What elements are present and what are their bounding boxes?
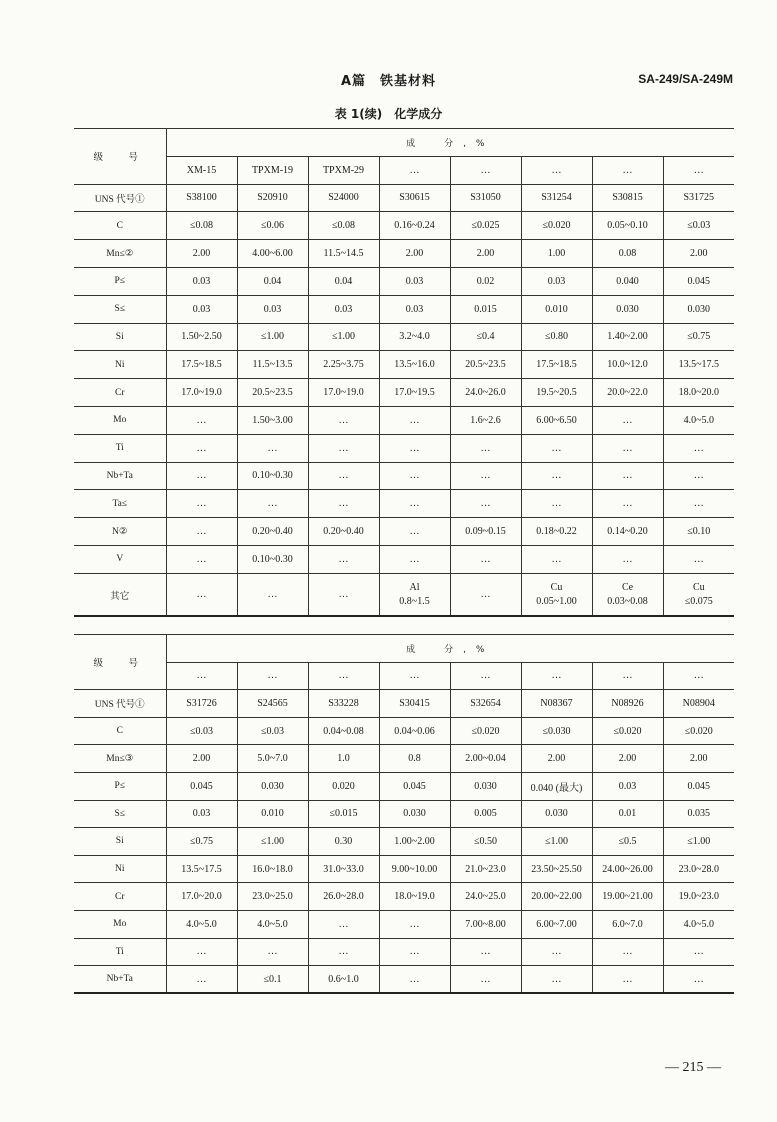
value-cell: 0.05~0.10 bbox=[592, 212, 663, 240]
grade-cell: … bbox=[663, 662, 734, 690]
table-row bbox=[74, 490, 734, 518]
element-label: UNS 代号① bbox=[74, 690, 166, 718]
chemical-composition-table-1 bbox=[74, 128, 734, 617]
grade-cell: TPXM-29 bbox=[308, 156, 379, 184]
table-row bbox=[74, 434, 734, 462]
value-cell: S32654 bbox=[450, 690, 521, 718]
value-cell: 4.0~5.0 bbox=[237, 910, 308, 938]
composition-header: 成 分,% bbox=[166, 635, 734, 663]
value-cell: … bbox=[308, 573, 379, 616]
value-cell: 0.18~0.22 bbox=[521, 518, 592, 546]
value-cell: 20.00~22.00 bbox=[521, 883, 592, 911]
element-label: Cr bbox=[74, 883, 166, 911]
element-label: Ni bbox=[74, 855, 166, 883]
grade-cell: … bbox=[237, 662, 308, 690]
table-row bbox=[74, 267, 734, 295]
value-cell: 0.030 bbox=[592, 295, 663, 323]
value-cell: … bbox=[521, 545, 592, 573]
value-cell: 23.0~25.0 bbox=[237, 883, 308, 911]
table-row bbox=[74, 351, 734, 379]
element-label: Mn≤② bbox=[74, 240, 166, 268]
value-cell: 0.045 bbox=[379, 772, 450, 800]
value-cell: … bbox=[379, 406, 450, 434]
value-cell: 13.5~17.5 bbox=[663, 351, 734, 379]
value-cell: … bbox=[663, 938, 734, 966]
value-cell: ≤0.020 bbox=[521, 212, 592, 240]
value-cell: … bbox=[450, 938, 521, 966]
table-row bbox=[74, 938, 734, 966]
value-cell: S30415 bbox=[379, 690, 450, 718]
value-cell: 0.030 bbox=[663, 295, 734, 323]
value-cell: … bbox=[521, 462, 592, 490]
value-cell: … bbox=[592, 545, 663, 573]
value-cell: … bbox=[521, 938, 592, 966]
value-cell: 0.040 (最大) bbox=[521, 772, 592, 800]
value-cell: … bbox=[166, 966, 237, 994]
value-cell: Al 0.8~1.5 bbox=[379, 573, 450, 616]
value-cell: 0.04~0.06 bbox=[379, 717, 450, 745]
value-cell: … bbox=[592, 490, 663, 518]
table-row bbox=[74, 772, 734, 800]
value-cell: Cu 0.05~1.00 bbox=[521, 573, 592, 616]
grades-row bbox=[74, 662, 734, 690]
value-cell: 0.030 bbox=[521, 800, 592, 828]
value-cell: 20.0~22.0 bbox=[592, 379, 663, 407]
value-cell: 4.0~5.0 bbox=[663, 910, 734, 938]
value-cell: 6.0~7.0 bbox=[592, 910, 663, 938]
value-cell: 0.005 bbox=[450, 800, 521, 828]
element-label: S≤ bbox=[74, 295, 166, 323]
table-row bbox=[74, 573, 734, 616]
value-cell: 17.0~19.0 bbox=[166, 379, 237, 407]
value-cell: … bbox=[450, 490, 521, 518]
value-cell: 0.030 bbox=[450, 772, 521, 800]
grade-cell: … bbox=[166, 662, 237, 690]
value-cell: 2.00 bbox=[663, 745, 734, 773]
value-cell: 11.5~13.5 bbox=[237, 351, 308, 379]
value-cell: S30615 bbox=[379, 184, 450, 212]
element-label: Si bbox=[74, 828, 166, 856]
value-cell: 2.00 bbox=[592, 745, 663, 773]
element-label: UNS 代号① bbox=[74, 184, 166, 212]
value-cell: 17.0~19.5 bbox=[379, 379, 450, 407]
value-cell: S31726 bbox=[166, 690, 237, 718]
value-cell: … bbox=[237, 938, 308, 966]
element-label: Ti bbox=[74, 938, 166, 966]
value-cell: 0.03 bbox=[166, 800, 237, 828]
value-cell: S20910 bbox=[237, 184, 308, 212]
grade-cell: … bbox=[663, 156, 734, 184]
value-cell: … bbox=[308, 490, 379, 518]
value-cell: … bbox=[663, 434, 734, 462]
value-cell: 16.0~18.0 bbox=[237, 855, 308, 883]
table-row bbox=[74, 800, 734, 828]
value-cell: 0.08 bbox=[592, 240, 663, 268]
value-cell: 19.0~23.0 bbox=[663, 883, 734, 911]
value-cell: 0.30 bbox=[308, 828, 379, 856]
value-cell: … bbox=[450, 966, 521, 994]
value-cell: 2.25~3.75 bbox=[308, 351, 379, 379]
element-label: P≤ bbox=[74, 267, 166, 295]
value-cell: 0.010 bbox=[237, 800, 308, 828]
value-cell: 0.045 bbox=[663, 267, 734, 295]
value-cell: … bbox=[592, 406, 663, 434]
value-cell: … bbox=[166, 573, 237, 616]
value-cell: 0.03 bbox=[521, 267, 592, 295]
page-number: — 215 — bbox=[665, 1060, 721, 1075]
spec-number: SA-249/SA-249M bbox=[638, 72, 733, 86]
value-cell: 0.030 bbox=[379, 800, 450, 828]
value-cell: … bbox=[379, 910, 450, 938]
value-cell: 31.0~33.0 bbox=[308, 855, 379, 883]
value-cell: ≤0.50 bbox=[450, 828, 521, 856]
composition-header: 成 分,% bbox=[166, 129, 734, 157]
value-cell: 0.20~0.40 bbox=[308, 518, 379, 546]
value-cell: 2.00~0.04 bbox=[450, 745, 521, 773]
value-cell: ≤1.00 bbox=[237, 323, 308, 351]
value-cell: 17.5~18.5 bbox=[166, 351, 237, 379]
element-label: Si bbox=[74, 323, 166, 351]
value-cell: 1.50~3.00 bbox=[237, 406, 308, 434]
table-row bbox=[74, 910, 734, 938]
value-cell: … bbox=[166, 406, 237, 434]
value-cell: 19.00~21.00 bbox=[592, 883, 663, 911]
value-cell: … bbox=[592, 938, 663, 966]
header-row bbox=[74, 129, 734, 157]
grade-cell: … bbox=[450, 156, 521, 184]
value-cell: Ce 0.03~0.08 bbox=[592, 573, 663, 616]
value-cell: 0.045 bbox=[166, 772, 237, 800]
value-cell: 0.015 bbox=[450, 295, 521, 323]
value-cell: ≤0.03 bbox=[237, 717, 308, 745]
table-row bbox=[74, 295, 734, 323]
table-row bbox=[74, 966, 734, 994]
element-label: Cr bbox=[74, 379, 166, 407]
element-label: Ta≤ bbox=[74, 490, 166, 518]
value-cell: 2.00 bbox=[166, 745, 237, 773]
value-cell: 3.2~4.0 bbox=[379, 323, 450, 351]
grade-header: 级 号 bbox=[74, 635, 166, 690]
table-row bbox=[74, 212, 734, 240]
value-cell: 2.00 bbox=[663, 240, 734, 268]
element-label: Mn≤③ bbox=[74, 745, 166, 773]
value-cell: 7.00~8.00 bbox=[450, 910, 521, 938]
value-cell: 24.0~25.0 bbox=[450, 883, 521, 911]
value-cell: ≤0.03 bbox=[663, 212, 734, 240]
value-cell: ≤1.00 bbox=[663, 828, 734, 856]
value-cell: 0.01 bbox=[592, 800, 663, 828]
value-cell: 0.14~0.20 bbox=[592, 518, 663, 546]
value-cell: N08904 bbox=[663, 690, 734, 718]
value-cell: Cu ≤0.075 bbox=[663, 573, 734, 616]
value-cell: 0.020 bbox=[308, 772, 379, 800]
value-cell: … bbox=[379, 434, 450, 462]
value-cell: 1.6~2.6 bbox=[450, 406, 521, 434]
value-cell: ≤0.015 bbox=[308, 800, 379, 828]
value-cell: S24000 bbox=[308, 184, 379, 212]
value-cell: 19.5~20.5 bbox=[521, 379, 592, 407]
value-cell: 18.0~20.0 bbox=[663, 379, 734, 407]
value-cell: 26.0~28.0 bbox=[308, 883, 379, 911]
value-cell: ≤0.020 bbox=[450, 717, 521, 745]
value-cell: 0.010 bbox=[521, 295, 592, 323]
value-cell: 0.10~0.30 bbox=[237, 462, 308, 490]
value-cell: S31254 bbox=[521, 184, 592, 212]
value-cell: 4.0~5.0 bbox=[663, 406, 734, 434]
value-cell: … bbox=[308, 910, 379, 938]
grade-header: 级 号 bbox=[74, 129, 166, 185]
value-cell: 0.16~0.24 bbox=[379, 212, 450, 240]
table-row bbox=[74, 690, 734, 718]
table-title: 表 1(续) 化学成分 bbox=[334, 107, 443, 121]
element-label: Mo bbox=[74, 910, 166, 938]
value-cell: ≤0.025 bbox=[450, 212, 521, 240]
value-cell: ≤0.06 bbox=[237, 212, 308, 240]
value-cell: … bbox=[379, 545, 450, 573]
value-cell: … bbox=[379, 462, 450, 490]
value-cell: 0.8 bbox=[379, 745, 450, 773]
grade-cell: XM-15 bbox=[166, 156, 237, 184]
value-cell: … bbox=[166, 434, 237, 462]
value-cell: … bbox=[521, 490, 592, 518]
value-cell: … bbox=[592, 966, 663, 994]
value-cell: ≤0.5 bbox=[592, 828, 663, 856]
value-cell: … bbox=[663, 545, 734, 573]
element-label: Ni bbox=[74, 351, 166, 379]
value-cell: 0.03 bbox=[166, 295, 237, 323]
value-cell: 2.00 bbox=[166, 240, 237, 268]
element-label: Nb+Ta bbox=[74, 966, 166, 994]
value-cell: ≤0.4 bbox=[450, 323, 521, 351]
value-cell: ≤0.08 bbox=[308, 212, 379, 240]
value-cell: N08367 bbox=[521, 690, 592, 718]
value-cell: 0.20~0.40 bbox=[237, 518, 308, 546]
value-cell: ≤1.00 bbox=[521, 828, 592, 856]
value-cell: … bbox=[166, 462, 237, 490]
value-cell: 10.0~12.0 bbox=[592, 351, 663, 379]
value-cell: … bbox=[308, 434, 379, 462]
value-cell: 0.02 bbox=[450, 267, 521, 295]
value-cell: 2.00 bbox=[450, 240, 521, 268]
grade-cell: … bbox=[521, 662, 592, 690]
value-cell: 0.09~0.15 bbox=[450, 518, 521, 546]
section-heading: A篇 铁基材料 bbox=[340, 74, 437, 89]
value-cell: 20.5~23.5 bbox=[237, 379, 308, 407]
value-cell: 1.40~2.00 bbox=[592, 323, 663, 351]
value-cell: … bbox=[521, 434, 592, 462]
value-cell: 0.035 bbox=[663, 800, 734, 828]
value-cell: 17.5~18.5 bbox=[521, 351, 592, 379]
value-cell: 21.0~23.0 bbox=[450, 855, 521, 883]
value-cell: 4.00~6.00 bbox=[237, 240, 308, 268]
table-row bbox=[74, 545, 734, 573]
value-cell: 24.0~26.0 bbox=[450, 379, 521, 407]
value-cell: 23.0~28.0 bbox=[663, 855, 734, 883]
value-cell: … bbox=[663, 462, 734, 490]
table-row bbox=[74, 184, 734, 212]
value-cell: ≤1.00 bbox=[308, 323, 379, 351]
grade-cell: … bbox=[379, 662, 450, 690]
value-cell: 0.04 bbox=[308, 267, 379, 295]
value-cell: 4.0~5.0 bbox=[166, 910, 237, 938]
value-cell: ≤0.10 bbox=[663, 518, 734, 546]
value-cell: … bbox=[308, 938, 379, 966]
value-cell: … bbox=[379, 490, 450, 518]
value-cell: 13.5~17.5 bbox=[166, 855, 237, 883]
value-cell: 1.0 bbox=[308, 745, 379, 773]
element-label: P≤ bbox=[74, 772, 166, 800]
element-label: Ti bbox=[74, 434, 166, 462]
grade-cell: … bbox=[450, 662, 521, 690]
value-cell: … bbox=[450, 545, 521, 573]
value-cell: 24.00~26.00 bbox=[592, 855, 663, 883]
value-cell: … bbox=[450, 434, 521, 462]
element-label: S≤ bbox=[74, 800, 166, 828]
value-cell: … bbox=[237, 490, 308, 518]
value-cell: S24565 bbox=[237, 690, 308, 718]
value-cell: … bbox=[308, 545, 379, 573]
value-cell: 11.5~14.5 bbox=[308, 240, 379, 268]
value-cell: 0.6~1.0 bbox=[308, 966, 379, 994]
value-cell: 0.03 bbox=[379, 267, 450, 295]
value-cell: ≤0.75 bbox=[166, 828, 237, 856]
table-row bbox=[74, 518, 734, 546]
value-cell: ≤0.020 bbox=[663, 717, 734, 745]
value-cell: 2.00 bbox=[379, 240, 450, 268]
table-row bbox=[74, 462, 734, 490]
element-label: Nb+Ta bbox=[74, 462, 166, 490]
grade-cell: … bbox=[379, 156, 450, 184]
value-cell: 0.03 bbox=[308, 295, 379, 323]
value-cell: 0.03 bbox=[379, 295, 450, 323]
value-cell: 17.0~20.0 bbox=[166, 883, 237, 911]
value-cell: 1.00 bbox=[521, 240, 592, 268]
value-cell: … bbox=[663, 490, 734, 518]
element-label: V bbox=[74, 545, 166, 573]
value-cell: S30815 bbox=[592, 184, 663, 212]
grade-cell: … bbox=[308, 662, 379, 690]
value-cell: 2.00 bbox=[521, 745, 592, 773]
value-cell: ≤0.020 bbox=[592, 717, 663, 745]
table-row bbox=[74, 323, 734, 351]
value-cell: 0.030 bbox=[237, 772, 308, 800]
table-row bbox=[74, 240, 734, 268]
value-cell: 18.0~19.0 bbox=[379, 883, 450, 911]
value-cell: ≤0.08 bbox=[166, 212, 237, 240]
table-row bbox=[74, 883, 734, 911]
value-cell: 20.5~23.5 bbox=[450, 351, 521, 379]
value-cell: … bbox=[379, 938, 450, 966]
value-cell: 5.0~7.0 bbox=[237, 745, 308, 773]
value-cell: ≤0.03 bbox=[166, 717, 237, 745]
value-cell: ≤0.1 bbox=[237, 966, 308, 994]
element-label: Mo bbox=[74, 406, 166, 434]
value-cell: ≤0.80 bbox=[521, 323, 592, 351]
value-cell: ≤1.00 bbox=[237, 828, 308, 856]
value-cell: 0.10~0.30 bbox=[237, 545, 308, 573]
value-cell: … bbox=[237, 573, 308, 616]
value-cell: 6.00~7.00 bbox=[521, 910, 592, 938]
value-cell: ≤0.75 bbox=[663, 323, 734, 351]
value-cell: 0.03 bbox=[592, 772, 663, 800]
table-row bbox=[74, 855, 734, 883]
value-cell: 0.040 bbox=[592, 267, 663, 295]
element-label: C bbox=[74, 717, 166, 745]
value-cell: 0.04~0.08 bbox=[308, 717, 379, 745]
grades-row bbox=[74, 156, 734, 184]
value-cell: 0.045 bbox=[663, 772, 734, 800]
value-cell: 1.50~2.50 bbox=[166, 323, 237, 351]
value-cell: 0.04 bbox=[237, 267, 308, 295]
value-cell: … bbox=[308, 462, 379, 490]
grade-cell: … bbox=[521, 156, 592, 184]
value-cell: … bbox=[521, 966, 592, 994]
table-row bbox=[74, 406, 734, 434]
grade-cell: … bbox=[592, 662, 663, 690]
value-cell: 23.50~25.50 bbox=[521, 855, 592, 883]
value-cell: … bbox=[379, 518, 450, 546]
header-row bbox=[74, 635, 734, 663]
value-cell: 6.00~6.50 bbox=[521, 406, 592, 434]
value-cell: N08926 bbox=[592, 690, 663, 718]
value-cell: … bbox=[663, 966, 734, 994]
value-cell: … bbox=[379, 966, 450, 994]
value-cell: … bbox=[166, 938, 237, 966]
value-cell: 13.5~16.0 bbox=[379, 351, 450, 379]
element-label: C bbox=[74, 212, 166, 240]
value-cell: … bbox=[237, 434, 308, 462]
value-cell: … bbox=[166, 545, 237, 573]
chemical-composition-table-2 bbox=[74, 634, 734, 994]
value-cell: … bbox=[166, 518, 237, 546]
value-cell: 17.0~19.0 bbox=[308, 379, 379, 407]
value-cell: … bbox=[592, 434, 663, 462]
value-cell: … bbox=[166, 490, 237, 518]
value-cell: 1.00~2.00 bbox=[379, 828, 450, 856]
value-cell: … bbox=[450, 573, 521, 616]
table-row bbox=[74, 745, 734, 773]
element-label: N② bbox=[74, 518, 166, 546]
table-row bbox=[74, 379, 734, 407]
value-cell: ≤0.030 bbox=[521, 717, 592, 745]
value-cell: 9.00~10.00 bbox=[379, 855, 450, 883]
value-cell: S31050 bbox=[450, 184, 521, 212]
table-row bbox=[74, 828, 734, 856]
value-cell: … bbox=[308, 406, 379, 434]
element-label: 其它 bbox=[74, 573, 166, 616]
value-cell: S31725 bbox=[663, 184, 734, 212]
value-cell: S33228 bbox=[308, 690, 379, 718]
table-row bbox=[74, 717, 734, 745]
grade-cell: … bbox=[592, 156, 663, 184]
value-cell: … bbox=[592, 462, 663, 490]
value-cell: 0.03 bbox=[237, 295, 308, 323]
grade-cell: TPXM-19 bbox=[237, 156, 308, 184]
value-cell: 0.03 bbox=[166, 267, 237, 295]
value-cell: … bbox=[450, 462, 521, 490]
value-cell: S38100 bbox=[166, 184, 237, 212]
